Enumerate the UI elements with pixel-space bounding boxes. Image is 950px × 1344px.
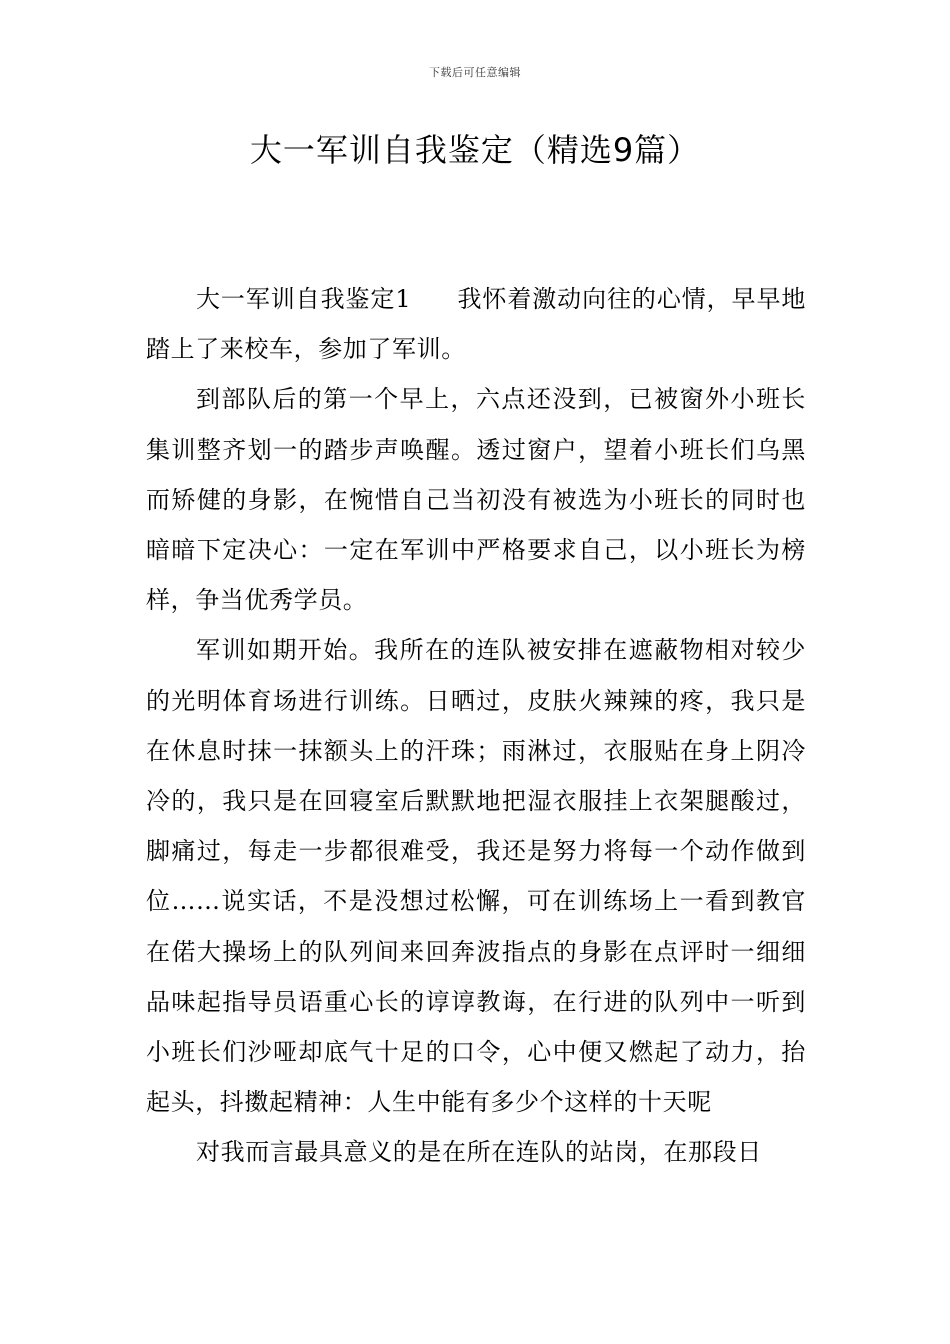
document-title: 大一军训自我鉴定（精选9篇） [249,131,701,169]
paragraph-1 [146,274,806,374]
paragraph-text: 我怀着激动向往的心情，早早地踏上了来校车，参加了军训。 [146,285,806,364]
paragraph-3: 军训如期开始。我所在的连队被安排在遮蔽物相对较少的光明体育场进行训练。日晒过，皮肤火辣辣的疼，我只是在休息时抹一抹额头上的汗珠；雨淋过，衣服贴在身上阴冷冷的，我只是在回寝室后默默地把湿衣服挂上衣架腿酸过，脚痛过，每走一步都很难受，我还是努力将每一个动作做到位……说实话，不是没想过松懈，可在训练场上一看到教官在偌大操场上的队列间来回奔波指点的身影在点评时一细细品味起指导员语重心长的谆谆教诲，在行进的队列中一听到小班长们沙哑却底气十足的口令，心中便又燃起了动力，抬起头，抖擞起精神：人生中能有多少个这样的十天呢 [146,636,806,1117]
section-heading: 大一军训自我鉴定1 [196,285,412,313]
paragraph-4: 对我而言最具意义的是在所在连队的站岗，在那段日 [196,1138,762,1167]
paragraph-2: 到部队后的第一个早上，六点还没到，已被窗外小班长集训整齐划一的踏步声唤醒。透过窗户，望着小班长们乌黑而矫健的身影，在惋惜自己当初没有被选为小班长的同时也暗暗下定决心：一定在军训中严格要求自己，以小班长为榜样，争当优秀学员。 [146,385,806,615]
document-body [146,274,806,1178]
download-note: 下载后可任意编辑 [429,66,521,79]
